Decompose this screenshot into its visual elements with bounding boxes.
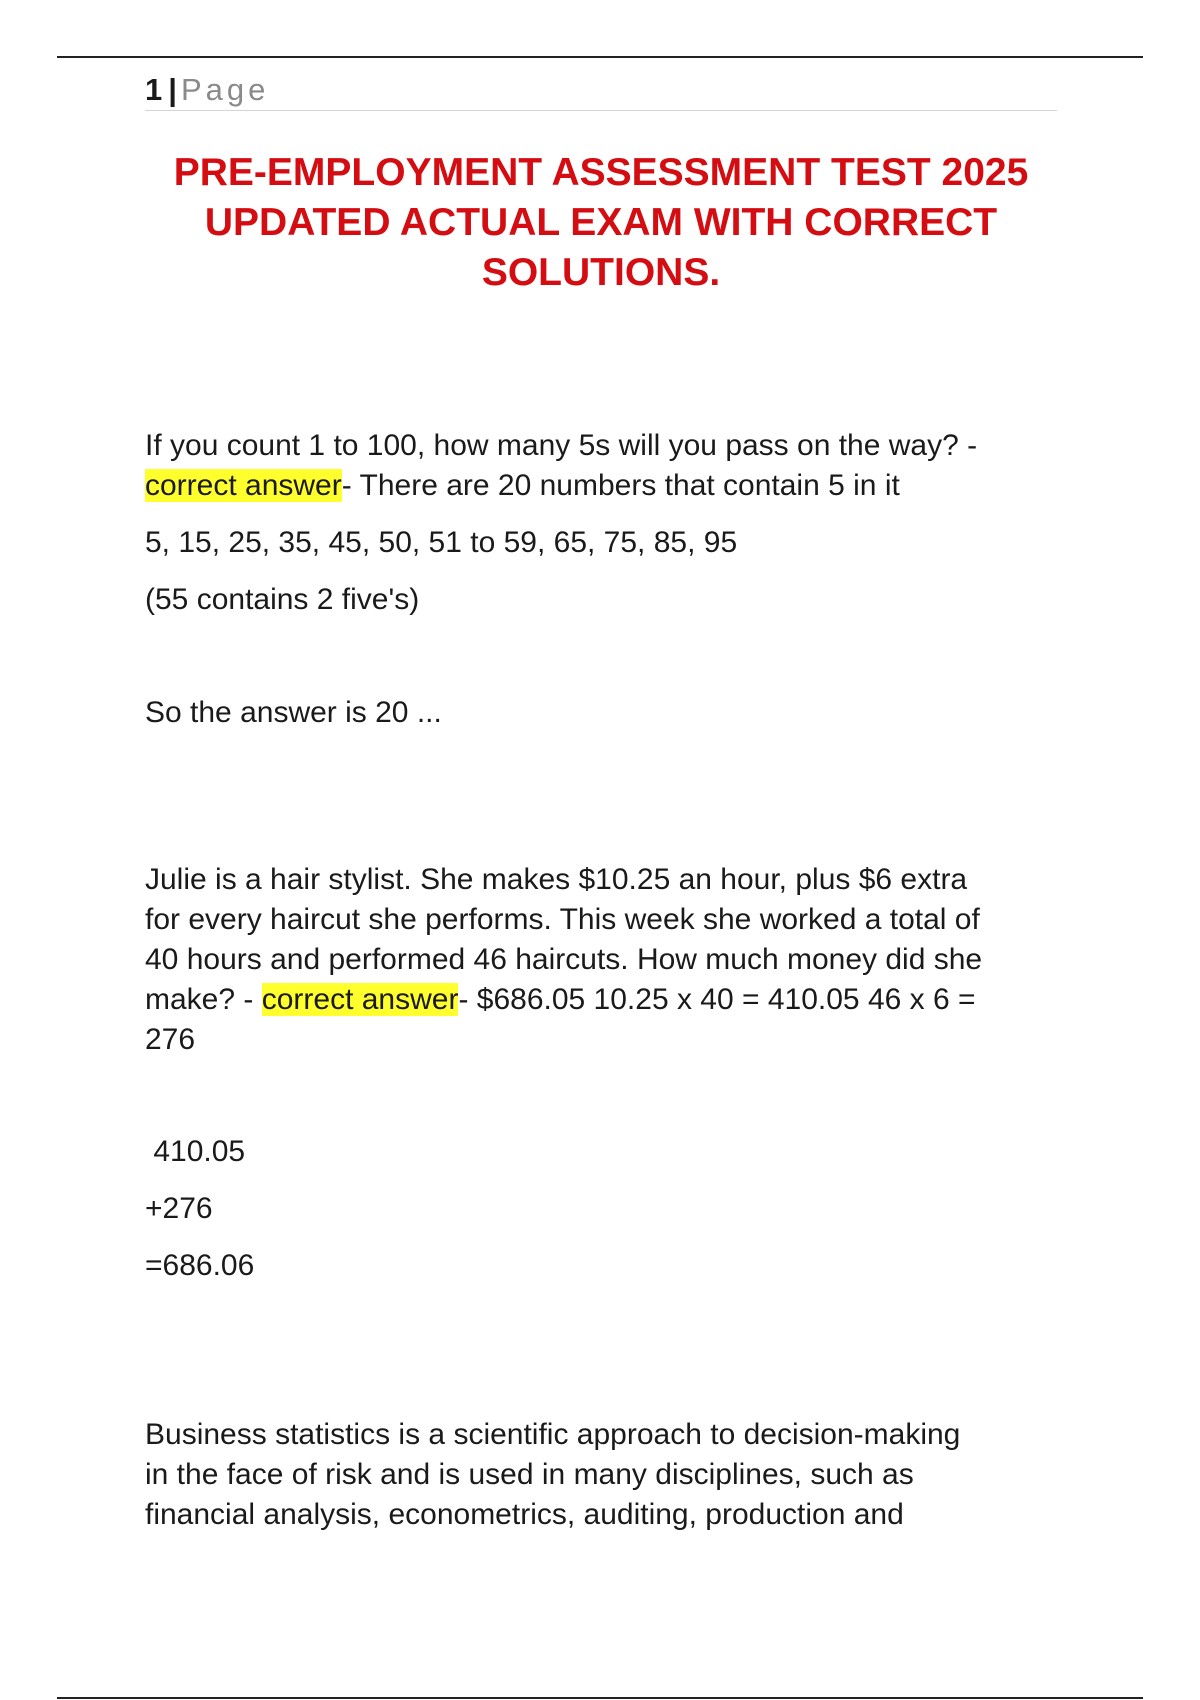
q2-line-4-end: - $686.05 10.25 x 40 = 410.05 46 x 6 = [458, 983, 976, 1016]
q1-note: (55 contains 2 five's) [145, 583, 420, 616]
q1-number-list: 5, 15, 25, 35, 45, 50, 51 to 59, 65, 75, 85, 95 [145, 526, 738, 559]
q2-calc-1: 410.05 [145, 1135, 246, 1168]
q2-line-3: 40 hours and performed 46 haircuts. How much money did she [145, 943, 983, 976]
q2-question-block [145, 860, 1057, 1060]
q1-question-block [145, 426, 1057, 506]
q2-line-2: for every haircut she performs. This week she worked a total of [145, 903, 980, 936]
title-line-1: PRE-EMPLOYMENT ASSESSMENT TEST 2025 [173, 151, 1029, 194]
page-header [145, 70, 1057, 111]
q2-line-4-start: make? - [145, 983, 262, 1016]
page-label: Page [180, 72, 270, 107]
title-line-2: UPDATED ACTUAL EXAM WITH CORRECT [204, 201, 998, 244]
q3-line-3: financial analysis, econometrics, auditing, production and [145, 1498, 904, 1531]
bottom-rule [57, 1697, 1143, 1699]
q1-answer-line [145, 466, 1057, 506]
q1-answer-label: correct answer [145, 469, 342, 502]
q2-answer-label: correct answer [261, 983, 459, 1016]
title-line-3: SOLUTIONS. [481, 251, 721, 294]
document-title [145, 148, 1057, 298]
page-number: 1 [145, 72, 163, 107]
q2-calc-2: +276 [145, 1192, 213, 1225]
q2-line-5: 276 [145, 1023, 196, 1056]
q2-calc-3: =686.06 [145, 1249, 255, 1282]
q2-line-1: Julie is a hair stylist. She makes $10.25 an hour, plus $6 extra [145, 863, 968, 896]
q2-line-4 [145, 980, 1057, 1020]
q3-line-2: in the face of risk and is used in many disciplines, such as [145, 1458, 914, 1491]
q1-question: If you count 1 to 100, how many 5s will you pass on the way? - [145, 429, 978, 462]
q1-conclusion: So the answer is 20 ... [145, 696, 442, 729]
q1-answer-text: - There are 20 numbers that contain 5 in it [341, 469, 900, 502]
top-rule [57, 56, 1143, 58]
page-separator: | [168, 72, 177, 107]
q3-line-1: Business statistics is a scientific approach to decision-making [145, 1418, 961, 1451]
q3-text-block [145, 1415, 1057, 1535]
